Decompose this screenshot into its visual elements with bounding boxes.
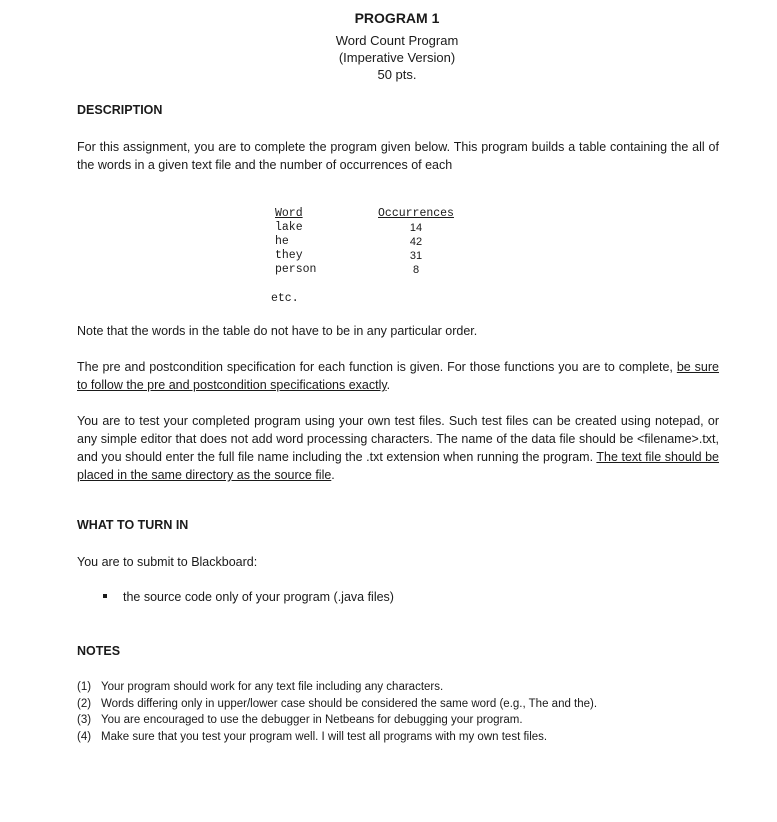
table-cell-word: they: [275, 249, 303, 262]
note-number: (4): [77, 730, 92, 743]
notes-list: [77, 679, 597, 745]
turn-in-bullet-item: [103, 590, 394, 604]
turn-in-intro: You are to submit to Blackboard:: [77, 555, 258, 569]
note-item: [77, 712, 597, 729]
prepost-paragraph: [77, 358, 719, 394]
prepost-emphasis: be sure to follow the pre and postcondition specifications exactly: [77, 360, 719, 392]
program-version: (Imperative Version): [338, 50, 456, 65]
note-number: (2): [77, 697, 92, 710]
note-text: You are encouraged to use the debugger in Netbeans for debugging your program.: [101, 714, 523, 726]
program-name: Word Count Program: [335, 33, 459, 48]
note-item: [77, 696, 597, 713]
table-cell-word: person: [275, 263, 317, 276]
table-etc: etc.: [271, 292, 299, 305]
table-cell-word: he: [275, 235, 289, 248]
testing-period: .: [331, 468, 335, 482]
table-header-occurrences: Occurrences: [378, 207, 454, 220]
turn-in-bullet-text: the source code only of your program (.java files): [123, 590, 394, 604]
program-title: PROGRAM 1: [354, 10, 440, 26]
note-item: [77, 729, 597, 746]
note-text: Words differing only in upper/lower case should be considered the same word (e.g., The and the).: [101, 697, 598, 710]
table-cell-count: 42: [409, 236, 423, 248]
table-cell-count: 14: [409, 222, 423, 234]
program-points: 50 pts.: [377, 67, 417, 82]
prepost-period: .: [386, 378, 391, 392]
square-bullet-icon: [103, 594, 107, 598]
note-text: Make sure that you test your program well. I will test all programs with my own test files.: [101, 730, 548, 743]
note-item: [77, 679, 597, 696]
prepost-text: The pre and postcondition specification for each function is given. For those functions you are to complete,: [77, 360, 677, 374]
testing-text: You are to test your completed program using your own test files. Such test files can be created using notepad, or any simple editor that does not add word processing characters. The name of the data file should be <filename>.txt, and you should enter the full file name including the .txt extension when running the program.: [77, 414, 719, 464]
notes-heading: NOTES: [77, 644, 121, 658]
order-note: Note that the words in the table do not have to be in any particular order.: [77, 324, 478, 338]
description-intro-text: For this assignment, you are to complete the program given below. This program builds a table containing the all of the words in a given text file and the number of occurrences of each: [77, 140, 719, 172]
table-header-word: Word: [275, 207, 303, 220]
table-cell-word: lake: [275, 221, 303, 234]
description-heading: DESCRIPTION: [77, 103, 163, 117]
description-intro: [77, 138, 719, 174]
note-number: (3): [77, 714, 92, 726]
note-number: (1): [77, 681, 92, 693]
note-text: Your program should work for any text file including any characters.: [101, 681, 444, 693]
testing-paragraph: [77, 412, 719, 484]
testing-emphasis: The text file should be placed in the same directory as the source file: [77, 450, 719, 482]
turn-in-heading: WHAT TO TURN IN: [77, 518, 189, 532]
table-cell-count: 8: [412, 264, 420, 276]
table-cell-count: 31: [409, 250, 423, 262]
